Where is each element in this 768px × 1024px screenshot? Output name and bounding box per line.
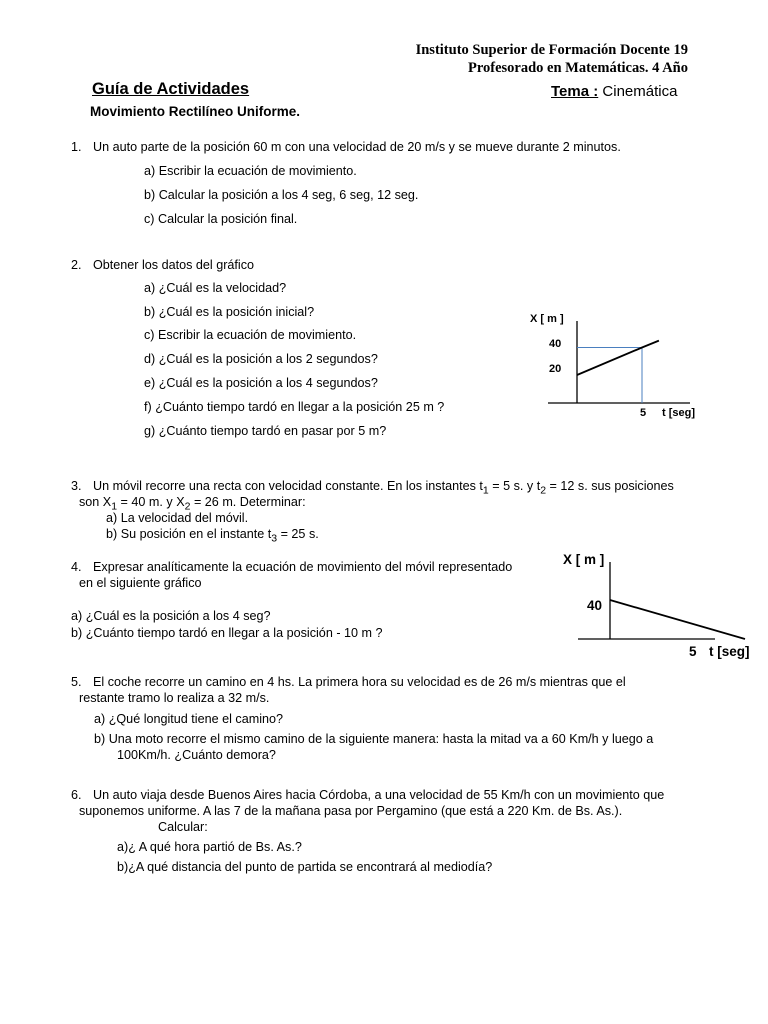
question-4-number: 4. [71, 560, 82, 574]
subscript: 1 [482, 484, 489, 497]
question-5 [71, 674, 626, 690]
question-3-text: Un móvil recorre una recta con velocidad constante. En los instantes t [93, 479, 483, 493]
question-6-item: a)¿ A qué hora partió de Bs. As.? [117, 840, 302, 854]
chart-2-x-tick-5: 5 [689, 644, 697, 659]
question-2-item: b) ¿Cuál es la posición inicial? [144, 305, 315, 319]
question-6 [71, 787, 664, 803]
question-3-item: a) La velocidad del móvil. [106, 511, 249, 525]
question-5-item-cont: 100Km/h. ¿Cuánto demora? [117, 748, 276, 762]
question-4-line-2: en el siguiente gráfico [79, 576, 202, 590]
topic-key: Tema : [551, 83, 599, 100]
question-6-line-3: Calcular: [158, 820, 208, 834]
subscript: 1 [111, 500, 118, 513]
question-3-text: = 40 m. y X [117, 495, 185, 509]
question-4-text: Expresar analíticamente la ecuación de movimiento del móvil representado [93, 560, 513, 574]
question-3-text: = 5 s. y t [488, 479, 541, 493]
chart-1-y-label: X [ m ] [530, 313, 564, 325]
question-6-line-2: suponemos uniforme. A las 7 de la mañana pasa por Pergamino (que está a 220 Km. de Bs. As.). [79, 804, 623, 818]
question-3-text: = 26 m. Determinar: [190, 495, 306, 509]
question-3-item-text: b) Su posición en el instante t [106, 527, 272, 541]
question-5-text: El coche recorre un camino en 4 hs. La primera hora su velocidad es de 26 m/s mientras que el [93, 675, 626, 689]
chart-2-x-label: t [seg] [709, 644, 750, 659]
question-5-item: a) ¿Qué longitud tiene el camino? [94, 712, 284, 726]
question-5-line-2: restante tramo lo realiza a 32 m/s. [79, 691, 270, 705]
chart-2-series-line [610, 600, 745, 639]
question-1-number: 1. [71, 140, 82, 154]
question-4-item: a) ¿Cuál es la posición a los 4 seg? [71, 609, 271, 623]
chart-1-series-line [577, 341, 659, 375]
question-1-item: b) Calcular la posición a los 4 seg, 6 seg, 12 seg. [144, 188, 419, 202]
chart-2-y-tick-40: 40 [587, 598, 603, 613]
position-time-chart-2 [560, 548, 760, 660]
program-name: Profesorado en Matemáticas. 4 Año [467, 60, 688, 76]
question-4-item: b) ¿Cuánto tiempo tardó en llegar a la posición - 10 m ? [71, 626, 383, 640]
question-2 [71, 257, 254, 273]
question-2-number: 2. [71, 258, 82, 272]
chart-1-y-tick-20: 20 [549, 363, 562, 375]
question-2-item: a) ¿Cuál es la velocidad? [144, 281, 287, 295]
subscript: 2 [540, 484, 547, 497]
question-4 [71, 559, 512, 575]
page-subtitle: Movimiento Rectilíneo Uniforme. [90, 104, 301, 119]
question-3-item-text: = 25 s. [277, 527, 319, 541]
question-1 [71, 139, 621, 155]
question-3-text: = 12 s. sus posiciones [546, 479, 674, 493]
question-1-item: a) Escribir la ecuación de movimiento. [144, 164, 357, 178]
subscript: 2 [184, 500, 191, 513]
question-3-text: son X [79, 495, 112, 509]
question-5-item: b) Una moto recorre el mismo camino de la siguiente manera: hasta la mitad va a 60 Km/h y luego a [94, 732, 654, 746]
question-2-text: Obtener los datos del gráfico [93, 258, 255, 272]
question-1-item: c) Calcular la posición final. [144, 212, 298, 226]
question-6-number: 6. [71, 788, 82, 802]
question-3-item [106, 526, 319, 547]
question-2-item: f) ¿Cuánto tiempo tardó en llegar a la posición 25 m ? [144, 400, 445, 414]
question-2-item: g) ¿Cuánto tiempo tardó en pasar por 5 m? [144, 424, 387, 438]
question-1-text: Un auto parte de la posición 60 m con una velocidad de 20 m/s y se mueve durante 2 minutos. [93, 140, 621, 154]
chart-2-y-label: X [ m ] [563, 552, 605, 567]
topic-label [551, 83, 677, 100]
chart-1-x-label: t [seg] [662, 407, 695, 419]
question-2-item: d) ¿Cuál es la posición a los 2 segundos? [144, 352, 378, 366]
question-6-item: b)¿A qué distancia del punto de partida se encontrará al mediodía? [117, 860, 493, 874]
question-6-text: Un auto viaja desde Buenos Aires hacia Córdoba, a una velocidad de 55 Km/h con un movimiento que [93, 788, 665, 802]
position-time-chart-1 [520, 305, 710, 423]
question-2-item: e) ¿Cuál es la posición a los 4 segundos? [144, 376, 378, 390]
topic-value: Cinemática [598, 83, 678, 100]
question-2-item: c) Escribir la ecuación de movimiento. [144, 328, 357, 342]
question-3-number: 3. [71, 479, 82, 493]
page-title: Guía de Actividades [92, 80, 250, 98]
subscript: 3 [271, 532, 278, 545]
chart-1-y-tick-40: 40 [549, 338, 562, 350]
question-5-number: 5. [71, 675, 82, 689]
institute-name: Instituto Superior de Formación Docente 19 [415, 42, 688, 58]
chart-1-x-tick-5: 5 [640, 407, 647, 419]
